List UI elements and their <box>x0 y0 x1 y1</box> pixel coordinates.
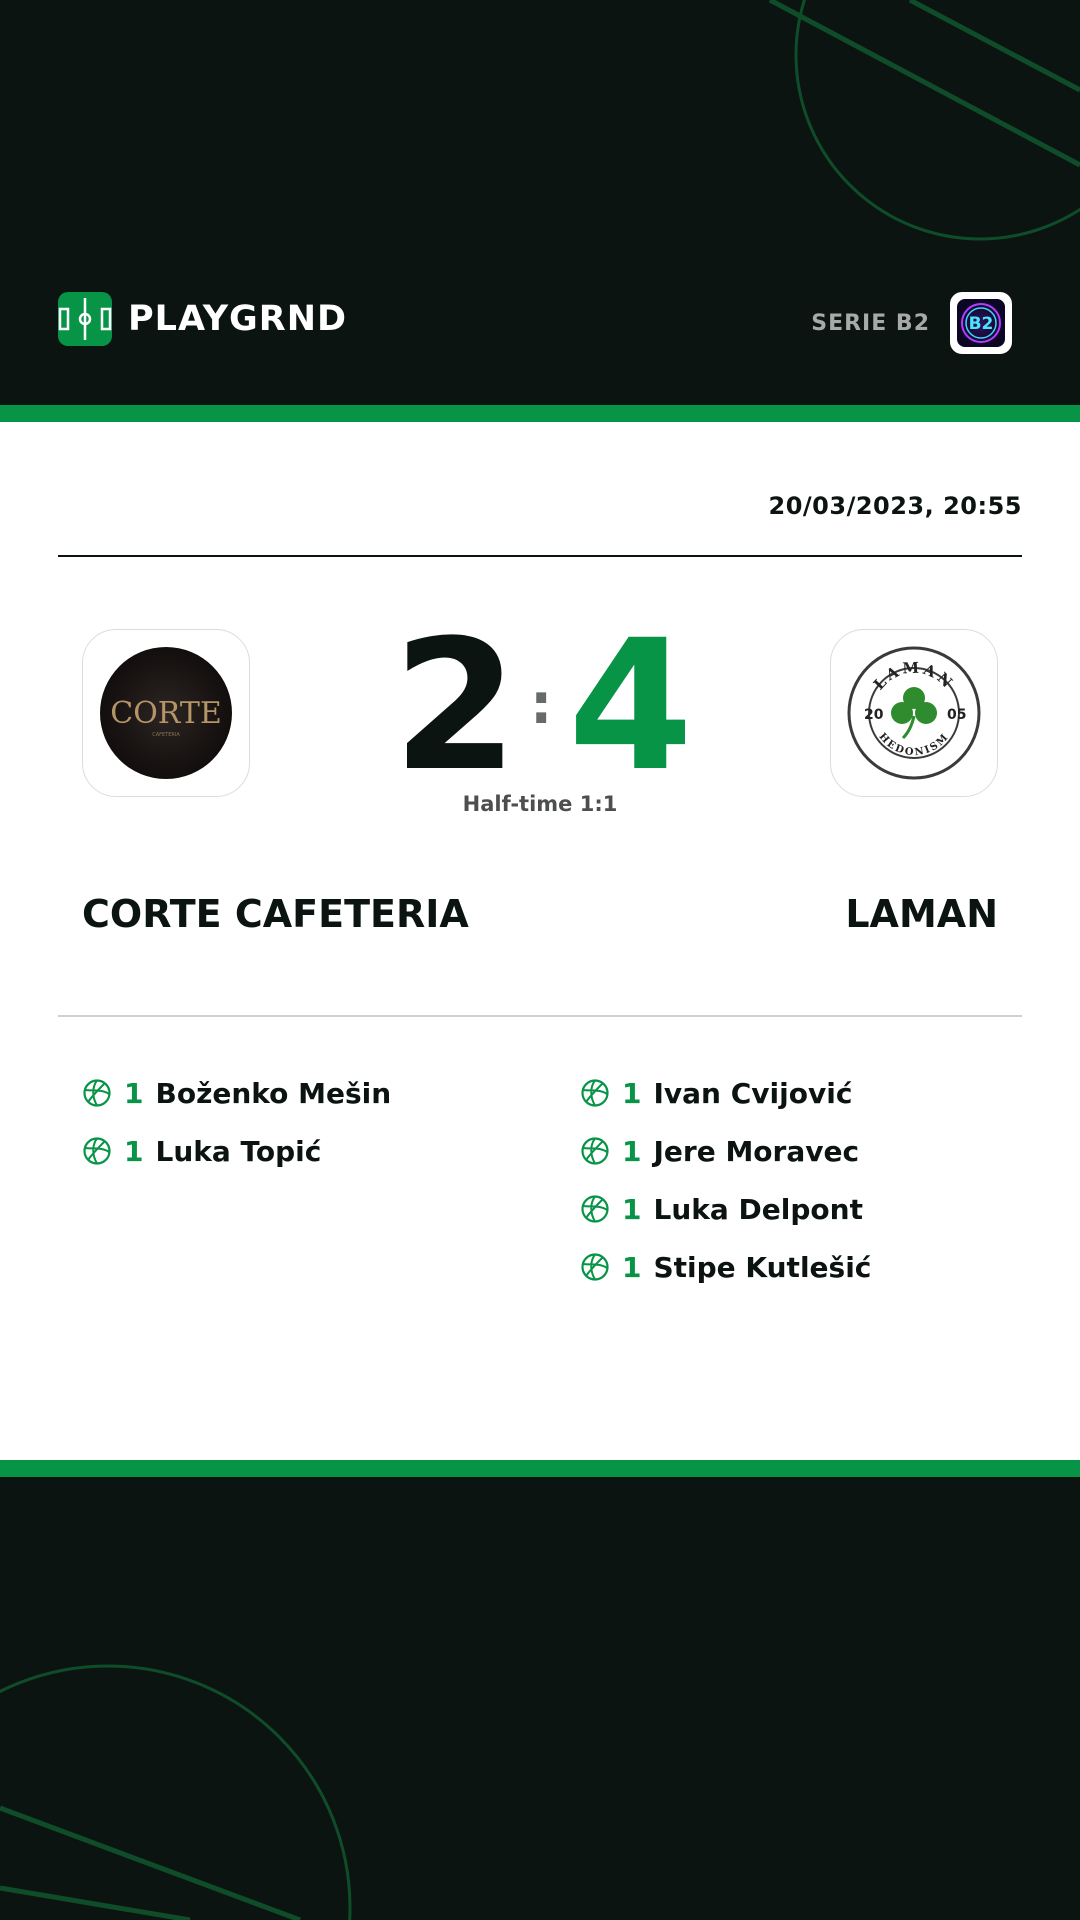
scorer-item <box>580 1180 871 1238</box>
away-logo-bottom-text: HEDONISM <box>876 731 952 759</box>
league-badge-text: B2 <box>968 314 994 334</box>
scorer-item <box>82 1064 391 1122</box>
league-badge <box>950 292 1012 354</box>
scorer-name: Luka Delpont <box>653 1192 863 1226</box>
pitch-lines-bottom-decoration <box>0 1478 1080 1920</box>
pitch-logo-icon <box>58 292 112 346</box>
league-info <box>811 292 1012 354</box>
away-team-name: LAMAN <box>845 892 998 936</box>
scorer-goals: 1 <box>124 1134 144 1168</box>
away-logo-top-text: LAMAN <box>869 658 958 694</box>
ball-icon <box>82 1136 112 1166</box>
ball-icon <box>82 1078 112 1108</box>
scorer-name: Jere Moravec <box>653 1134 860 1168</box>
home-team-logo <box>82 629 250 797</box>
divider <box>58 555 1022 557</box>
away-scorers-list <box>580 1064 871 1296</box>
laman-logo-icon <box>847 646 981 780</box>
match-datetime: 20/03/2023, 20:55 <box>768 492 1022 520</box>
home-score: 2 <box>392 602 518 811</box>
home-team-name: CORTE CAFETERIA <box>82 892 469 936</box>
halftime-score: Half-time 1:1 <box>462 792 618 816</box>
scorer-goals: 1 <box>622 1192 642 1226</box>
home-logo-text: CORTE <box>110 696 222 731</box>
ball-icon <box>580 1194 610 1224</box>
scorer-name: Stipe Kutlešić <box>653 1250 872 1284</box>
corte-logo-icon <box>99 646 233 780</box>
scorer-goals: 1 <box>622 1134 642 1168</box>
scorer-name: Boženko Mešin <box>155 1076 392 1110</box>
accent-stripe-top <box>0 405 1080 422</box>
divider <box>58 1015 1022 1017</box>
scorer-item <box>580 1122 871 1180</box>
scorer-name: Luka Topić <box>155 1134 322 1168</box>
scoreboard <box>390 602 694 811</box>
away-logo-right-text: 05 <box>947 707 967 723</box>
scorer-goals: 1 <box>124 1076 144 1110</box>
league-name: SERIE B2 <box>811 310 930 336</box>
away-team-logo <box>830 629 998 797</box>
accent-stripe-bottom <box>0 1460 1080 1477</box>
home-scorers-list <box>82 1064 391 1180</box>
scorer-item <box>82 1122 391 1180</box>
scorer-item <box>580 1238 871 1296</box>
away-score: 4 <box>568 602 694 811</box>
scorer-goals: 1 <box>622 1250 642 1284</box>
ball-icon <box>580 1136 610 1166</box>
scorer-item <box>580 1064 871 1122</box>
match-card <box>0 422 1080 1460</box>
league-logo-icon <box>957 299 1005 347</box>
ball-icon <box>580 1252 610 1282</box>
away-logo-left-text: 20 <box>864 707 884 723</box>
brand <box>58 292 347 346</box>
score-separator: : <box>530 672 553 737</box>
home-logo-subtext: CAFETERIA <box>152 732 180 738</box>
brand-name: PLAYGRND <box>128 299 348 339</box>
ball-icon <box>580 1078 610 1108</box>
scorer-goals: 1 <box>622 1076 642 1110</box>
scorer-name: Ivan Cvijović <box>653 1076 853 1110</box>
